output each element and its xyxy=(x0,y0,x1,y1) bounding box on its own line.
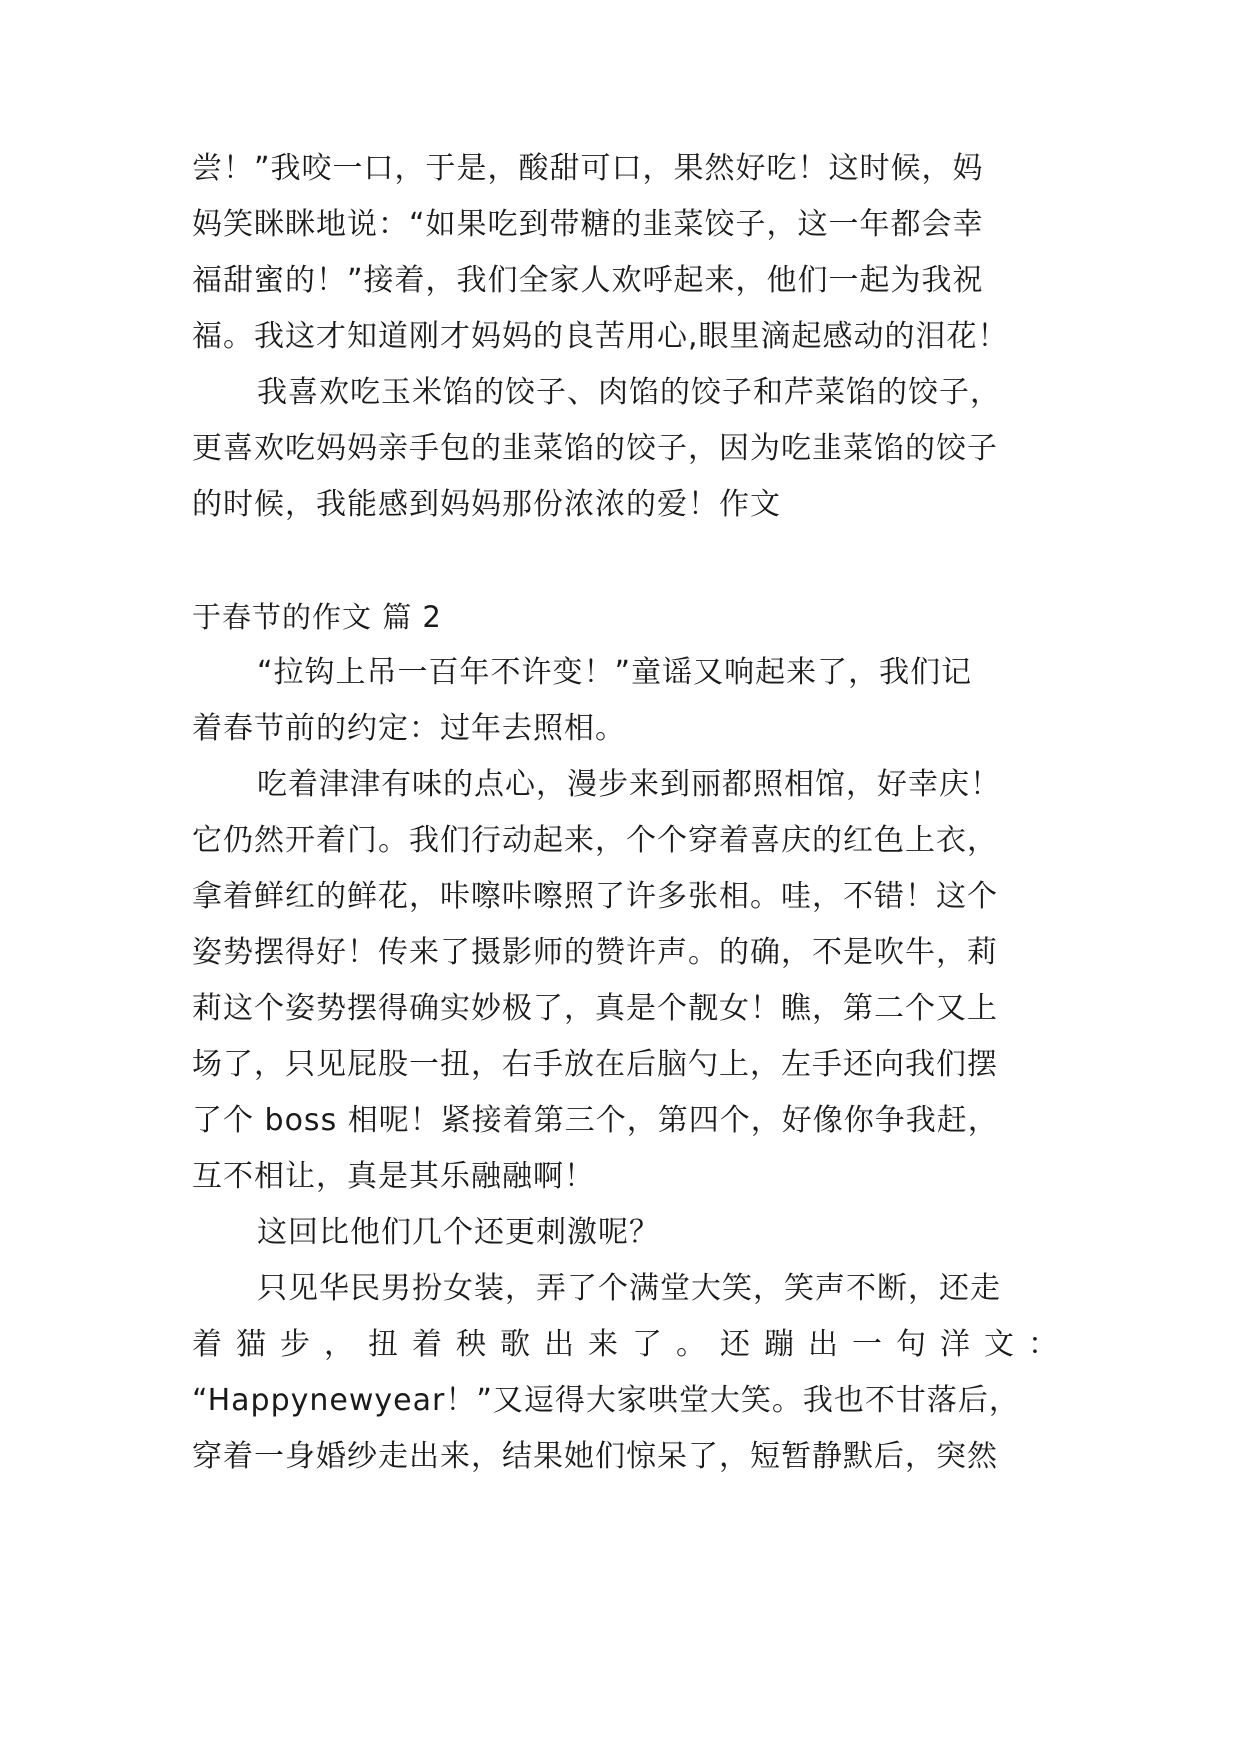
paragraph-start-line: 这回比他们几个还更刺激呢？ xyxy=(257,1215,660,1250)
text-line: 尝！”我咬一口，于是，酸甜可口，果然好吃！这时候，妈 xyxy=(192,151,984,186)
text-line: 着春节前的约定：过年去照相。 xyxy=(192,711,626,746)
paragraph-start-line: 吃着津津有味的点心，漫步来到丽都照相馆，好幸庆！ xyxy=(257,767,1001,802)
text-line: 莉这个姿势摆得确实妙极了，真是个靓女！瞧，第二个又上 xyxy=(192,991,998,1026)
text-line: 着猫步，扭着秧歌出来了。还蹦出一句洋文： xyxy=(192,1327,1072,1362)
text-line: 了个 boss 相呢！紧接着第三个，第四个，好像你争我赶， xyxy=(192,1103,999,1138)
text-line: 福。我这才知道刚才妈妈的良苦用心,眼里滴起感动的泪花！ xyxy=(192,319,1009,354)
text-line: 穿着一身婚纱走出来，结果她们惊呆了，短暂静默后，突然 xyxy=(192,1439,998,1474)
text-line: 它仍然开着门。我们行动起来，个个穿着喜庆的红色上衣， xyxy=(192,823,998,858)
paragraph-start-line: “拉钩上吊一百年不许变！”童谣又响起来了，我们记 xyxy=(257,655,973,690)
paragraph-start-line: 我喜欢吃玉米馅的饺子、肉馅的饺子和芹菜馅的饺子， xyxy=(257,375,1001,410)
text-line: 的时候，我能感到妈妈那份浓浓的爱！作文 xyxy=(192,487,781,522)
text-line: 福甜蜜的！”接着，我们全家人欢呼起来，他们一起为我祝 xyxy=(192,263,984,298)
text-line: 姿势摆得好！传来了摄影师的赞许声。的确，不是吹牛，莉 xyxy=(192,935,998,970)
text-line: 更喜欢吃妈妈亲手包的韭菜馅的饺子，因为吃韭菜馅的饺子 xyxy=(192,431,998,466)
section-title: 于春节的作文 篇 2 xyxy=(192,600,442,634)
text-line: 互不相让，真是其乐融融啊！ xyxy=(192,1159,595,1194)
text-line: 拿着鲜红的鲜花，咔嚓咔嚓照了许多张相。哇，不错！这个 xyxy=(192,879,998,914)
text-line: “Happynewyear！”又逗得大家哄堂大笑。我也不甘落后， xyxy=(192,1383,1020,1418)
paragraph-start-line: 只见华民男扮女装，弄了个满堂大笑，笑声不断，还走 xyxy=(257,1271,1001,1306)
text-line: 妈笑眯眯地说：“如果吃到带糖的韭菜饺子，这一年都会幸 xyxy=(192,207,984,242)
text-line: 场了，只见屁股一扭，右手放在后脑勺上，左手还向我们摆 xyxy=(192,1047,998,1082)
